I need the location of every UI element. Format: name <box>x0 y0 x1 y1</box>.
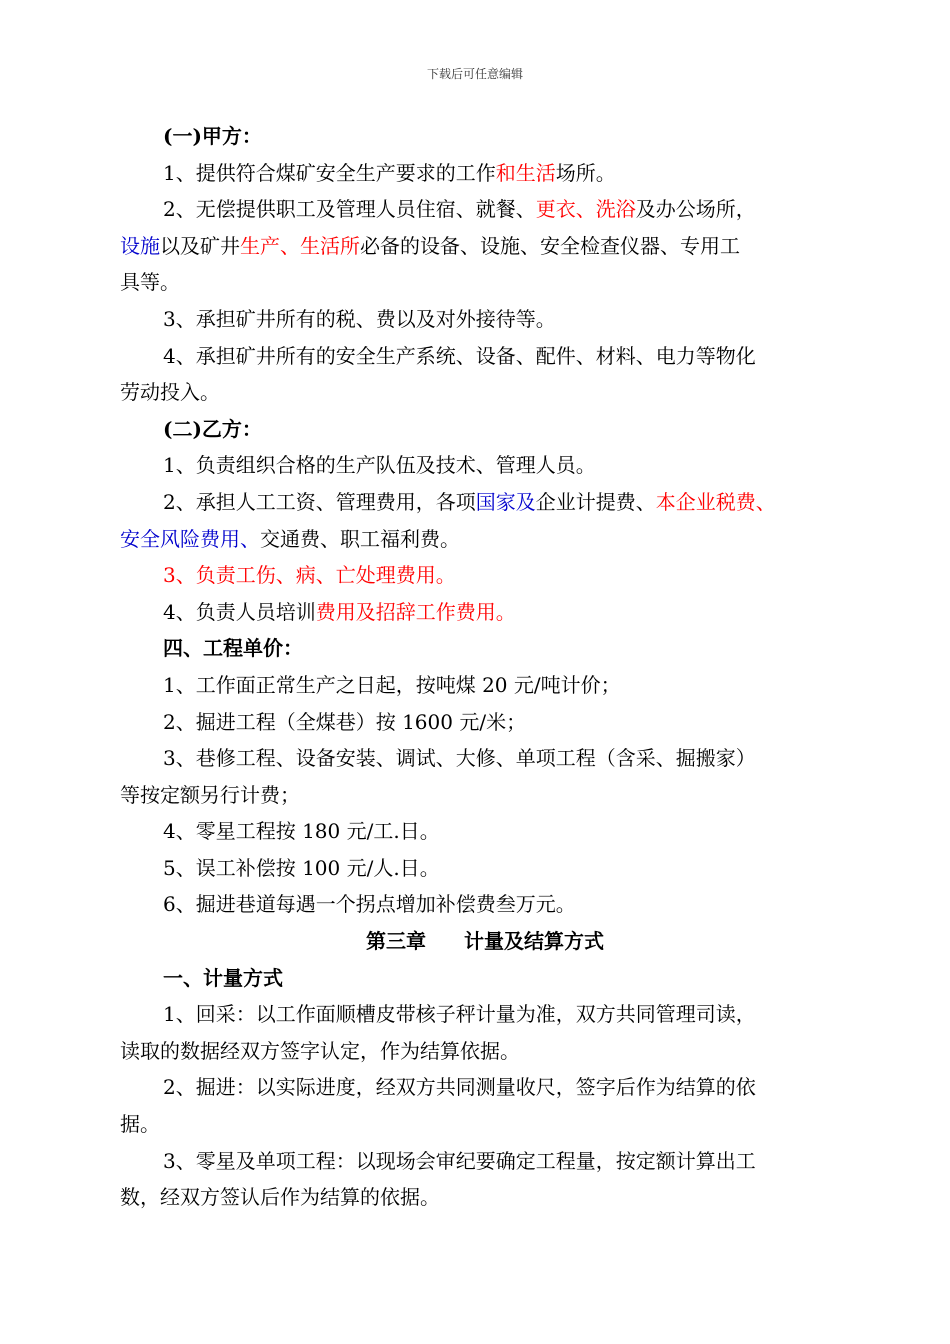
party-b-item-1: 1、负责组织合格的生产队伍及技术、管理人员。 <box>163 453 596 478</box>
page-header: 下载后可任意编辑 <box>426 67 523 81</box>
pricing-item-3-line-1: 3、巷修工程、设备安装、调试、大修、单项工程（含采、掘搬家） <box>163 746 756 771</box>
party-b-item-4: 4、负责人员培训费用及招辞工作费用。 <box>163 599 516 624</box>
party-b-item-2-line-2: 安全风险费用、交通费、职工福利费。 <box>120 526 460 551</box>
measurement-item-3-line-1: 3、零星及单项工程：以现场会审纪要确定工程量，按定额计算出工 <box>163 1148 756 1173</box>
pricing-item-4: 4、零星工程按 180 元/工.日。 <box>163 819 440 844</box>
measurement-item-3-line-2: 数，经双方签认后作为结算的依据。 <box>120 1185 440 1210</box>
party-a-item-2-line-1: 2、无偿提供职工及管理人员住宿、就餐、更衣、洗浴及办公场所， <box>163 197 756 222</box>
measurement-item-2-line-1: 2、掘进：以实际进度，经双方共同测量收尺，签字后作为结算的依 <box>163 1075 756 1100</box>
pricing-item-3-line-2: 等按定额另行计费； <box>120 782 300 807</box>
document-body <box>120 118 840 1216</box>
party-a-item-3: 3、承担矿井所有的税、费以及对外接待等。 <box>163 306 556 331</box>
party-a-heading: (一)甲方： <box>163 124 262 148</box>
pricing-item-2: 2、掘进工程（全煤巷）按 1600 元/米； <box>163 709 527 734</box>
party-a-item-2-line-2: 设施以及矿井生产、生活所必备的设备、设施、安全检查仪器、专用工 <box>120 233 740 258</box>
measurement-item-1-line-2: 读取的数据经双方签字认定，作为结算依据。 <box>120 1038 520 1063</box>
party-b-item-3: 3、负责工伤、病、亡处理费用。 <box>163 563 456 588</box>
party-a-item-4-line-1: 4、承担矿井所有的安全生产系统、设备、配件、材料、电力等物化 <box>163 343 756 368</box>
pricing-item-6: 6、掘进巷道每遇一个拐点增加补偿费叁万元。 <box>163 892 576 917</box>
party-a-item-2-line-3: 具等。 <box>120 270 180 295</box>
party-b-heading: (二)乙方： <box>163 416 262 441</box>
party-b-item-2-line-1: 2、承担人工工资、管理费用，各项国家及企业计提费、本企业税费、 <box>163 489 776 514</box>
measurement-item-1-line-1: 1、回采：以工作面顺槽皮带核子秤计量为准，双方共同管理司读， <box>163 1002 756 1027</box>
party-a-item-1: 1、提供符合煤矿安全生产要求的工作和生活场所。 <box>163 160 616 185</box>
pricing-item-1: 1、工作面正常生产之日起，按吨煤 20 元/吨计价； <box>163 672 621 697</box>
party-a-item-4-line-2: 劳动投入。 <box>120 380 220 405</box>
measurement-item-2-line-2: 据。 <box>120 1112 160 1137</box>
pricing-heading: 四、工程单价： <box>163 636 303 661</box>
measurement-heading: 一、计量方式 <box>163 965 283 990</box>
pricing-item-5: 5、误工补偿按 100 元/人.日。 <box>163 855 440 880</box>
chapter-title: 第三章 计量及结算方式 <box>366 929 604 954</box>
